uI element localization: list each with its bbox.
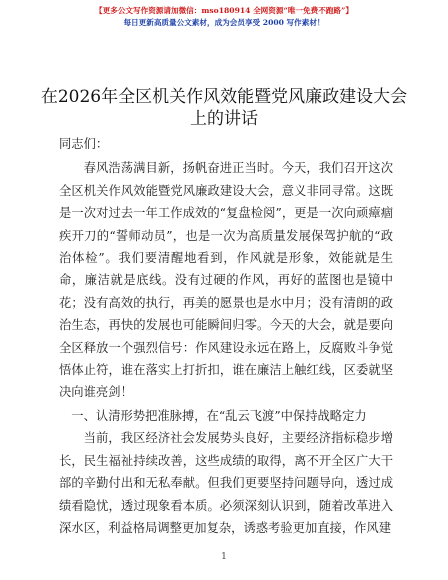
paragraph-section-1: 当前，我区经济社会发展势头良好，主要经济指标稳步增长，民生福祉持续改善，这些成绩的取得，离不开全区广大干部的辛勤付出和无私奉献。但我们更要坚持问题导向，透过成绩看隐忧，透过现象看本质。必须深刻认识到，随着改革进入深水区，利益格局调整更加复杂，诱惑考验更加直接，作风建 <box>59 431 393 535</box>
section-heading-1: 一、认清形势把准脉搏，在“乱云飞渡”中保持战略定力 <box>71 408 367 423</box>
document-body <box>59 133 393 539</box>
greeting: 同志们： <box>59 137 109 151</box>
promo-banner <box>0 5 448 29</box>
paragraph-intro: 春风浩荡满目新，扬帆奋进正当时。今天，我们召开这次全区机关作风效能暨党风廉政建设大会，意义非同寻常。这既是一次对过去一年工作成效的“复盘检阅”，更是一次向顽瘴痼疾开刀的“誓师动员”，也是一次为高质量发展保驾护航的“政治体检”。我们要清醒地看到，作风就是形象，效能就是生命，廉洁就是底线。没有过硬的作风，再好的蓝图也是镜中花；没有高效的执行，再美的愿景也是水中月；没有清朗的政治生态，再快的发展也可能瞬间归零。今天的大会，就是要向全区释放一个强烈信号：作风建设永远在路上，反腐败斗争觉悟体止符，谁在落实上打折扣，谁在廉洁上触红线，区委就坚决向谁亮剑！ <box>59 161 393 400</box>
page-number: 1 <box>221 552 227 562</box>
promo-banner-line2: 每日更新高质量公文素材，成为会员享受 2000 写作素材！ <box>123 18 325 27</box>
promo-banner-line1: 【更多公文写作资源请加微信：mso180914 全网资源“唯一免费不跑路”】 <box>95 6 353 15</box>
document-title: 在2026年全区机关作风效能暨党风廉政建设大会上的讲话 <box>40 87 408 129</box>
